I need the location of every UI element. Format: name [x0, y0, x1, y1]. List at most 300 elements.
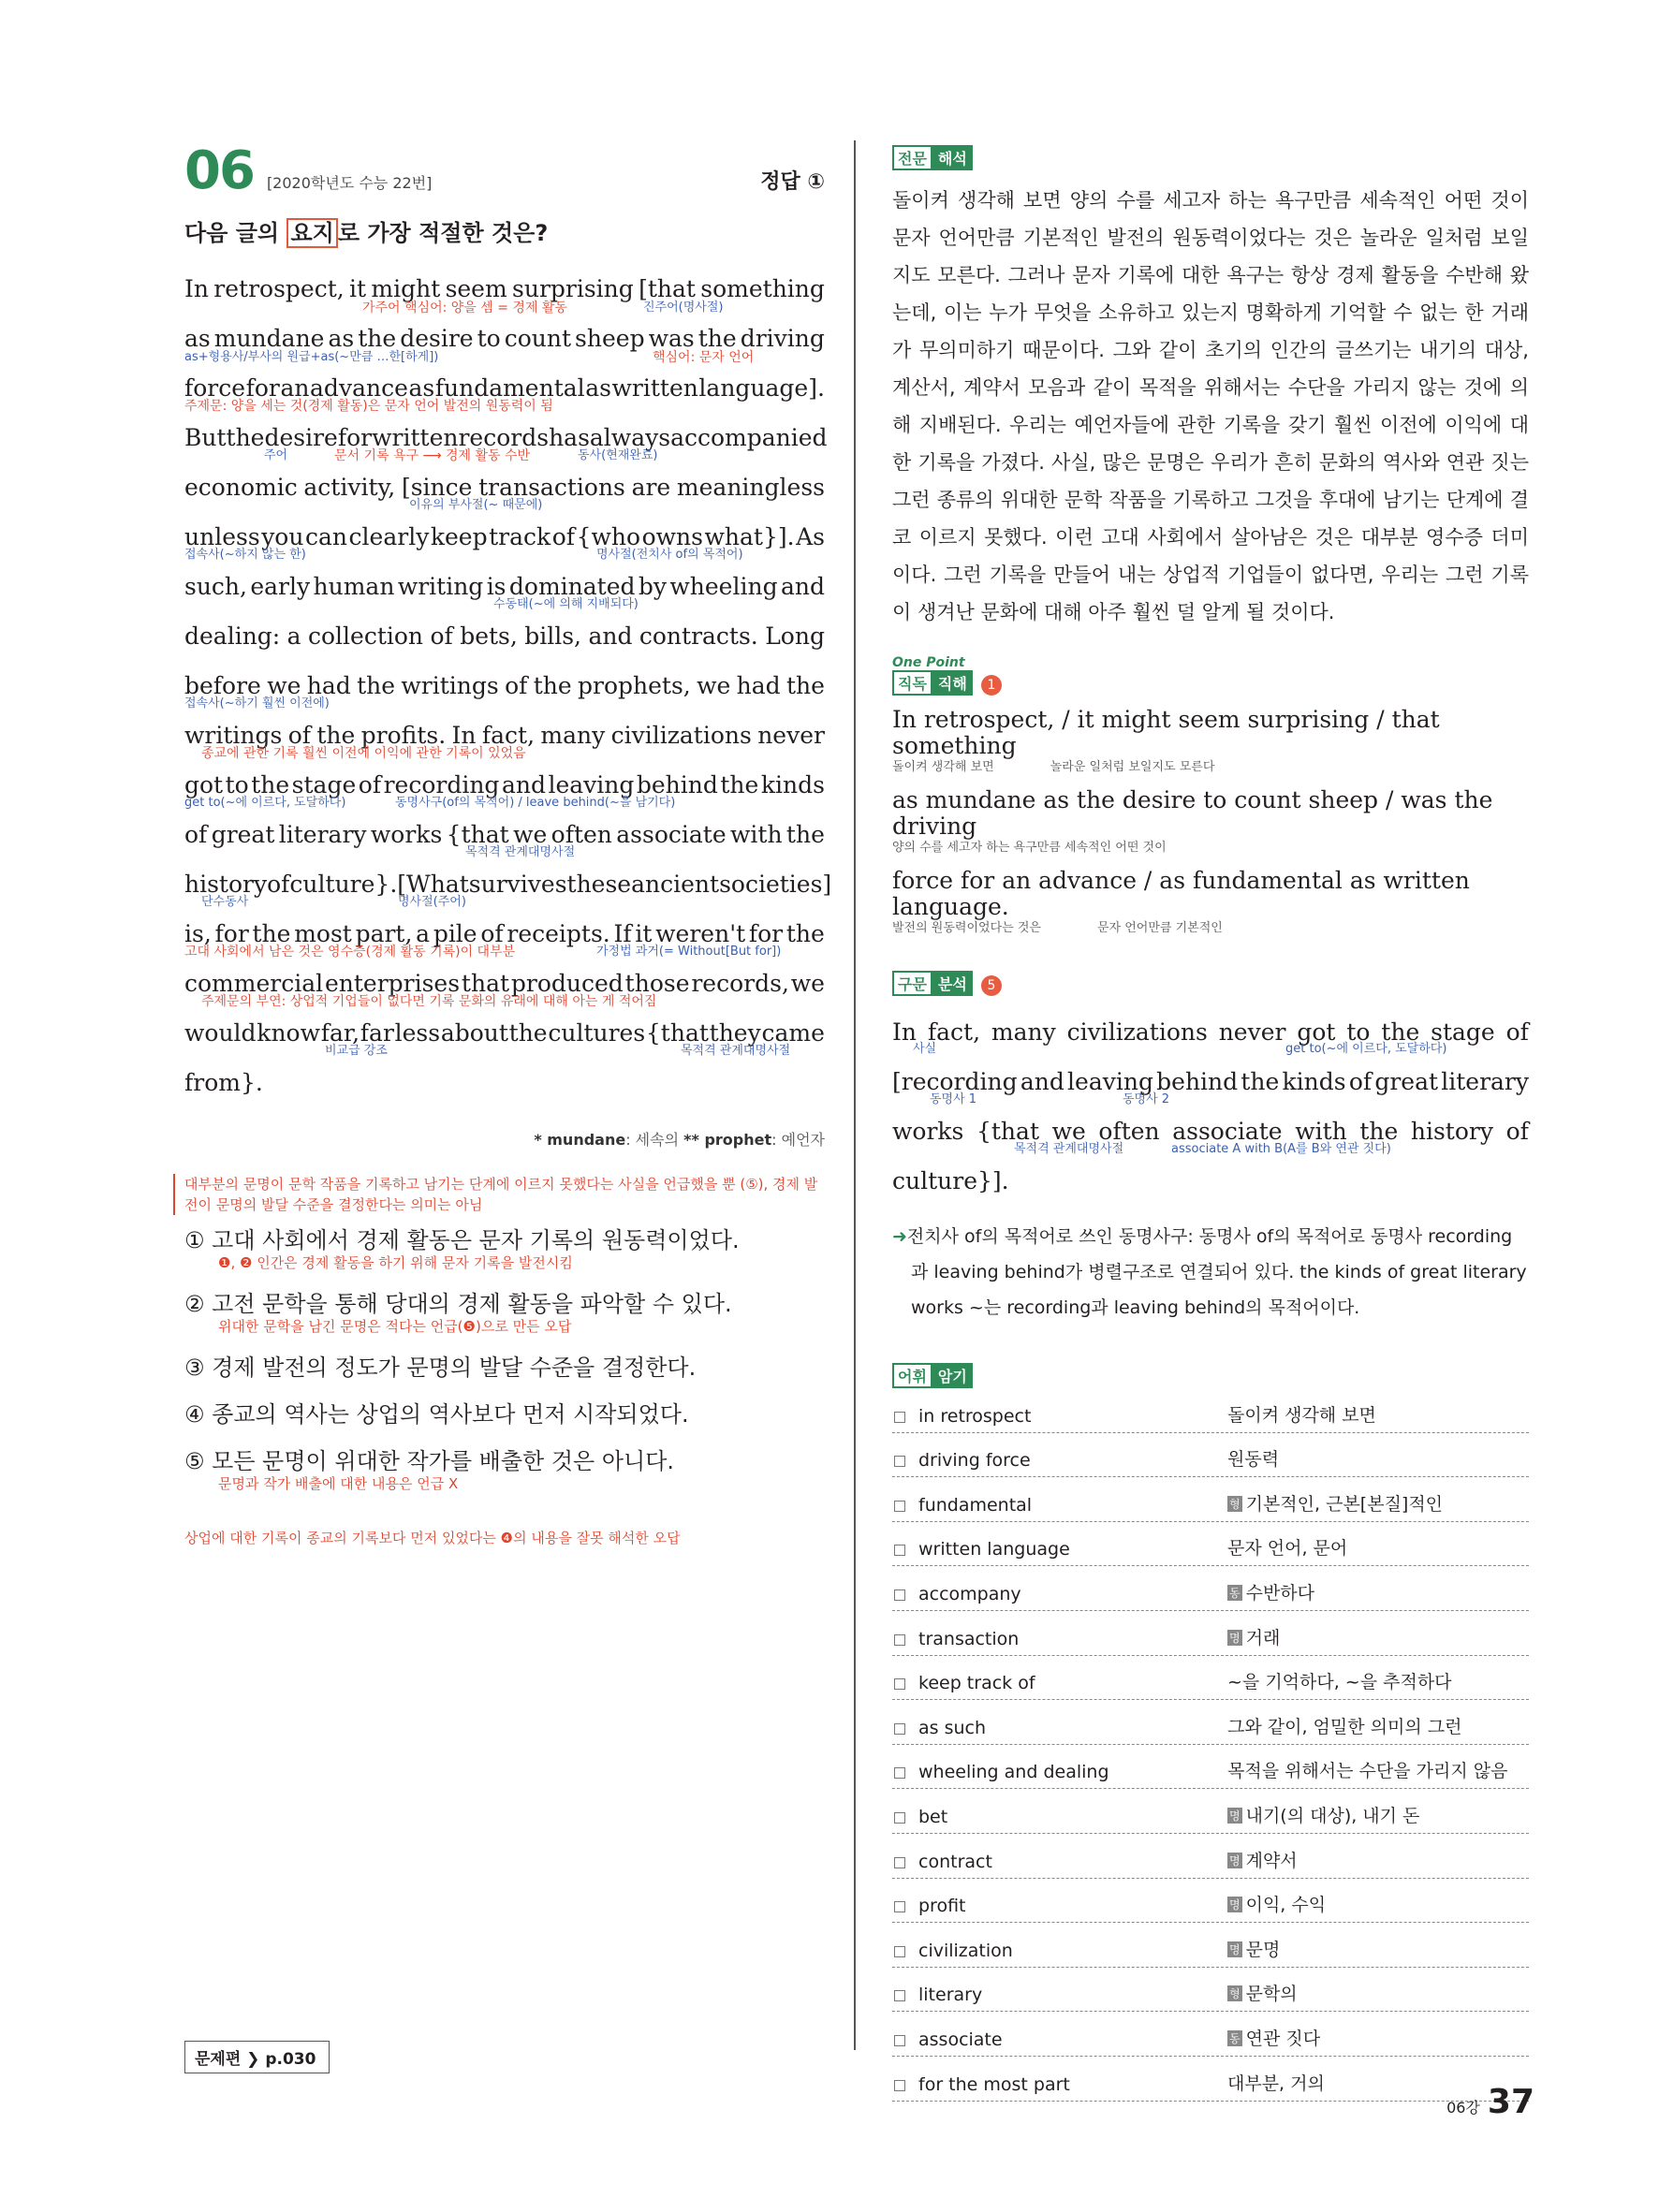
- structure-word: In: [892, 1018, 917, 1046]
- direct-reading-line: [892, 707, 1529, 776]
- passage-annotation: 단수동사: [201, 895, 249, 909]
- vocab-row: [892, 2012, 1529, 2057]
- passage-word: is,: [184, 920, 212, 947]
- option-note: 문명과 작가 배출에 대한 내용은 언급 X: [218, 1475, 459, 1492]
- structure-word: many: [991, 1018, 1056, 1046]
- passage-word: less: [394, 1019, 441, 1047]
- passage-word: we: [790, 970, 825, 997]
- passage-word: the: [697, 325, 737, 352]
- passage-word: can: [305, 523, 348, 550]
- vocab-checkbox[interactable]: [894, 2080, 905, 2091]
- answer-option[interactable]: [184, 1400, 825, 1428]
- passage-word: for: [337, 424, 373, 451]
- passage-annotation: 주제문의 부연: 상업적 기업들이 없다면 기록 문화의 유래에 대해 아는 게 적어짐: [201, 994, 657, 1009]
- vocab-meaning: 문자 언어, 문어: [1227, 1538, 1348, 1560]
- passage-word: transactions: [478, 474, 625, 501]
- passage-word: are: [631, 474, 671, 501]
- comment-bottom: 상업에 대한 기록이 종교의 기록보다 먼저 있었다는 ❹의 내용을 잘못 해석한 오답: [184, 1530, 681, 1546]
- passage: [184, 264, 832, 1107]
- direct-english: force for an advance / as fundamental as written language.: [892, 867, 1470, 920]
- vocab-checkbox[interactable]: [894, 1990, 905, 2001]
- question-source: [2020학년도 수능 22번]: [266, 174, 433, 192]
- passage-word: got: [184, 771, 224, 798]
- vocab-checkbox[interactable]: [894, 1456, 905, 1467]
- passage-word: the: [251, 771, 290, 798]
- part-of-speech-badge: 명: [1229, 1898, 1241, 1912]
- comment-top: 대부분의 문명이 문학 작품을 기록하고 남기는 단계에 이르지 못했다는 사실을 언급했을 뿐 (⑤), 경제 발전이 문명의 발달 수준을 결정한다는 의미는 아님: [173, 1174, 825, 1215]
- structure-word: associate: [1172, 1118, 1283, 1145]
- passage-word: societies]: [719, 871, 832, 898]
- one-point-label: One Point: [892, 655, 965, 670]
- passage-word: meaningless: [676, 474, 825, 501]
- direct-korean: [892, 840, 1529, 857]
- direct-gloss: 돌이켜 생각해 보면: [892, 760, 994, 774]
- vocab-term: fundamental: [918, 1494, 1033, 1516]
- passage-word: retrospect,: [213, 275, 345, 302]
- vocab-checkbox[interactable]: [894, 1678, 905, 1690]
- vocab-checkbox[interactable]: [894, 1946, 905, 1957]
- passage-word: most: [294, 920, 352, 947]
- passage-word: we: [267, 672, 301, 699]
- vocab-row: [892, 1879, 1529, 1924]
- structure-word: [recording: [892, 1068, 1018, 1095]
- passage-word: they: [709, 1019, 761, 1047]
- passage-word: associate: [616, 821, 727, 848]
- passage-word: always: [589, 424, 671, 451]
- direct-english: as mundane as the desire to count sheep / was the driving: [892, 786, 1493, 840]
- structure-line: [892, 1156, 1529, 1206]
- passage-word: records,: [691, 970, 789, 997]
- page-number: 06강 37: [1446, 2083, 1534, 2121]
- direct-gloss: 문자 언어만큼 기본적인: [1096, 921, 1223, 935]
- structure-word: stage: [1431, 1018, 1495, 1046]
- vocab-row: [892, 1388, 1529, 1433]
- vocab-checkbox[interactable]: [894, 1857, 905, 1868]
- part-of-speech-badge: 명: [1229, 1631, 1241, 1645]
- vocab-row: [892, 1789, 1529, 1834]
- option-text: ① 고대 사회에서 경제 활동은 문자 기록의 원동력이었다.: [184, 1227, 740, 1253]
- passage-annotation: 접속사(~하기 훨씬 이전에): [184, 696, 330, 710]
- answer-option[interactable]: [184, 1447, 825, 1492]
- passage-word: seem: [445, 275, 507, 302]
- vocab-term: keep track of: [918, 1673, 1035, 1694]
- passage-word: contracts.: [639, 623, 758, 650]
- passage-word: records: [458, 424, 550, 451]
- structure-word: the: [1359, 1118, 1399, 1145]
- part-of-speech-badge: 동: [1229, 1586, 1241, 1600]
- passage-word: {that: [446, 821, 509, 848]
- passage-word: many: [540, 722, 606, 749]
- passage-line: [184, 1058, 825, 1107]
- passage-word: as: [408, 374, 435, 402]
- part-of-speech-badge: 동: [1229, 2031, 1241, 2045]
- passage-annotation: 비교급 강조: [325, 1044, 388, 1058]
- structure-word: often: [1098, 1118, 1160, 1145]
- passage-word: works: [370, 821, 443, 848]
- vocab-checkbox[interactable]: [894, 1723, 905, 1735]
- passage-word: [What: [397, 871, 469, 898]
- passage-word: ancient: [631, 871, 720, 898]
- direct-gloss: 발전의 원동력이었다는 것은: [892, 921, 1041, 935]
- vocab-row: [892, 1834, 1529, 1879]
- passage-word: never: [757, 722, 825, 749]
- passage-word: track: [489, 523, 551, 550]
- passage-word: and: [501, 771, 546, 798]
- struct-note-3: 동명사 1: [930, 1092, 977, 1106]
- passage-word: these: [566, 871, 632, 898]
- vocab-checkbox[interactable]: [894, 2035, 905, 2046]
- passage-word: bills,: [524, 623, 582, 650]
- column-divider: [854, 140, 856, 2050]
- passage-word: leaving: [548, 771, 635, 798]
- structure-word: culture}].: [892, 1167, 1009, 1194]
- passage-word: writing: [397, 573, 484, 600]
- structure-word: got: [1297, 1018, 1336, 1046]
- vocab-term: wheeling and dealing: [918, 1762, 1109, 1783]
- passage-annotation: 종교에 관한 기록 훨씬 이전에 이익에 관한 기록이 있었음: [201, 746, 526, 761]
- passage-word: {who: [576, 523, 641, 550]
- vocab-meaning: 명 문명: [1229, 1939, 1281, 1960]
- passage-word: came: [761, 1019, 825, 1047]
- passage-word: such,: [184, 573, 247, 600]
- passage-word: a: [286, 623, 301, 650]
- option-text: ⑤ 모든 문명이 위대한 작가를 배출한 것은 아니다.: [184, 1448, 675, 1474]
- passage-word: we: [513, 821, 548, 848]
- passage-word: the: [357, 672, 396, 699]
- vocab-meaning: 동 수반하다: [1229, 1582, 1315, 1604]
- vocab-list: [892, 1388, 1529, 2102]
- structure-word: and: [1020, 1068, 1064, 1095]
- structure-word: the: [1381, 1018, 1420, 1046]
- passage-word: dealing:: [184, 623, 281, 650]
- passage-word: early: [250, 573, 311, 600]
- passage-word: know: [257, 1019, 320, 1047]
- vocab-meaning: 명 계약서: [1229, 1850, 1298, 1871]
- structure-word: of: [1505, 1018, 1529, 1046]
- passage-word: of: [267, 871, 290, 898]
- option-note: ❶, ❷ 인간은 경제 활동을 하기 위해 문자 기록을 발전시킴: [218, 1254, 573, 1271]
- passage-word: receipts.: [507, 920, 610, 947]
- passage-word: clearly: [348, 523, 430, 550]
- passage-word: prophets,: [578, 672, 691, 699]
- passage-word: unless: [184, 523, 260, 550]
- structure-word: the: [1241, 1068, 1280, 1095]
- passage-annotation: 고대 사회에서 남은 것은 영수증(경제 활동 기록)이 대부분: [184, 945, 516, 960]
- structure-word: we: [1051, 1118, 1086, 1145]
- passage-word: what}].: [704, 523, 795, 550]
- passage-word: as: [585, 374, 611, 402]
- question-header: [184, 140, 825, 201]
- passage-word: {that: [645, 1019, 709, 1047]
- passage-annotation: 동사(현재완료): [578, 448, 658, 462]
- answer-options: [184, 1226, 825, 1492]
- passage-word: profits.: [360, 722, 447, 749]
- passage-word: the: [358, 325, 397, 352]
- struct-note-6: associate A with B(A를 B와 연관 짓다): [1171, 1142, 1391, 1156]
- vocab-checkbox[interactable]: [894, 1545, 905, 1556]
- structure-explanation: ➜전치사 of의 목적어로 쓰인 동명사구: 동명사 of의 목적어로 동명사 recording과 leaving behind가 병렬구조로 연결되어 있다. the kinds of great literary works ~는 recording과 leaving behind의 목적어이다.: [892, 1226, 1527, 1318]
- passage-word: language].: [698, 374, 825, 402]
- vocab-meaning: 대부분, 거의: [1227, 2073, 1325, 2094]
- vocab-meaning: ~을 기억하다, ~을 추적하다: [1227, 1672, 1452, 1693]
- passage-word: [since: [401, 474, 473, 501]
- passage-word: as: [328, 325, 355, 352]
- struct-note-5: 목적격 관계대명사절: [1014, 1142, 1124, 1156]
- passage-word: written: [611, 374, 698, 402]
- translation-label: 전문 해석: [892, 145, 1529, 170]
- passage-word: the: [786, 672, 825, 699]
- passage-word: had: [306, 672, 351, 699]
- option-text: ④ 종교의 역사는 상업의 역사보다 먼저 시작되었다.: [184, 1401, 689, 1428]
- vocab-meaning: 동 연관 짓다: [1229, 2028, 1321, 2049]
- part-of-speech-badge: 형: [1229, 1497, 1241, 1511]
- passage-annotation: 수동태(~에 의해 지배되다): [493, 597, 639, 611]
- passage-word: economic: [184, 474, 298, 501]
- part-of-speech-badge: 명: [1229, 1809, 1241, 1823]
- struct-note-1: 사실: [913, 1042, 937, 1056]
- part-of-speech-badge: 명: [1229, 1942, 1241, 1956]
- passage-word: dominated: [508, 573, 636, 600]
- passage-word: might: [371, 275, 441, 302]
- passage-annotation: 동명사구(of의 목적어) / leave behind(~을 남기다): [395, 796, 676, 810]
- vocab-row: [892, 1522, 1529, 1567]
- passage-annotation: 문서 기록 욕구 ⟶ 경제 활동 수반: [334, 448, 531, 463]
- vocab-meaning: 형 기본적인, 근본[본질]적인: [1229, 1493, 1444, 1515]
- passage-word: of: [480, 920, 504, 947]
- passage-word: force: [184, 374, 246, 402]
- direct-reading-line: [892, 868, 1529, 937]
- direct-gloss: 양의 수를 세고자 하는 욕구만큼 세속적인 어떤 것이: [892, 841, 1167, 855]
- direct-reading: [892, 707, 1529, 937]
- passage-word: produced: [510, 970, 624, 997]
- passage-word: those: [624, 970, 690, 997]
- structure-word: leaving: [1067, 1068, 1153, 1095]
- direct-reading-number: 1: [981, 675, 1002, 696]
- vocab-row: [892, 1656, 1529, 1701]
- passage-annotation: 가정법 과거(= Without[But for]): [596, 945, 782, 959]
- vocab-meaning: 원동력: [1227, 1449, 1280, 1471]
- passage-word: the: [785, 821, 825, 848]
- vocab-row: [892, 1477, 1529, 1522]
- passage-word: Long: [765, 623, 825, 650]
- direct-reading-label: 직독 직해 1: [892, 670, 1529, 696]
- passage-word: of: [430, 623, 453, 650]
- passage-word: civilizations: [610, 722, 752, 749]
- struct-note-4: 동명사 2: [1123, 1092, 1170, 1106]
- passage-word: pile: [433, 920, 477, 947]
- structure-word: {that: [976, 1118, 1039, 1145]
- part-of-speech-badge: 형: [1229, 1987, 1241, 2001]
- passage-word: written: [372, 424, 459, 451]
- vocabulary-section: [892, 1363, 1529, 2102]
- passage-word: it: [635, 920, 653, 947]
- vocab-meaning: 그와 같이, 엄밀한 의미의 그런: [1227, 1716, 1462, 1737]
- passage-word: of: [184, 821, 208, 848]
- passage-word: to: [225, 771, 249, 798]
- passage-word: of: [551, 523, 576, 550]
- vocab-row: [892, 1923, 1529, 1968]
- vocab-term: transaction: [918, 1628, 1020, 1649]
- passage-word: would: [184, 1019, 257, 1047]
- passage-word: far: [360, 1019, 394, 1047]
- passage-word: part,: [355, 920, 413, 947]
- passage-word: something: [700, 275, 825, 302]
- passage-word: with: [730, 821, 783, 848]
- vocab-term: associate: [918, 2029, 1003, 2050]
- passage-word: weren't: [655, 920, 746, 947]
- passage-word: far,: [320, 1019, 360, 1047]
- structure-word: works: [892, 1118, 964, 1145]
- answer-label: 정답 ①: [760, 170, 825, 194]
- answer-option[interactable]: [184, 1290, 825, 1335]
- passage-annotation: 주어: [264, 448, 288, 462]
- structure-analysis: [892, 1007, 1529, 1206]
- passage-word: it: [349, 275, 367, 302]
- passage-word: the: [508, 1019, 548, 1047]
- passage-word: the: [533, 672, 572, 699]
- answer-option[interactable]: [184, 1354, 825, 1382]
- direct-reading-line: [892, 787, 1529, 857]
- passage-word: to: [477, 325, 501, 352]
- vocab-meaning: 명 이익, 수익: [1229, 1895, 1327, 1916]
- vocab-term: written language: [918, 1539, 1070, 1560]
- vocab-row: [892, 1745, 1529, 1790]
- question-prompt: 다음 글의 요지 로 가장 적절한 것은?: [184, 220, 549, 246]
- passage-word: the: [316, 722, 356, 749]
- passage-annotation: as+형용사/부사의 원급+as(~만큼 …한[하게]): [184, 350, 439, 364]
- vocab-checkbox[interactable]: [894, 1812, 905, 1824]
- passage-word: of: [505, 672, 528, 699]
- passage-word: keep: [430, 523, 488, 550]
- vocab-checkbox[interactable]: [894, 1634, 905, 1646]
- passage-word: as: [184, 325, 211, 352]
- structure-word: never: [1218, 1018, 1286, 1046]
- passage-annotation: 접속사(~하지 않는 한): [184, 548, 306, 562]
- passage-word: we: [697, 672, 731, 699]
- passage-word: by: [638, 573, 668, 600]
- part-of-speech-badge: 명: [1229, 1853, 1241, 1868]
- passage-word: before: [184, 672, 261, 699]
- passage-word: survives: [468, 871, 567, 898]
- vocab-meaning: 형 문학의: [1229, 1984, 1298, 2005]
- structure-word: literary: [1441, 1068, 1529, 1095]
- option-note: 위대한 문학을 남긴 문명은 적다는 언급(❺)으로 만든 오답: [218, 1318, 572, 1335]
- passage-word: collection: [307, 623, 424, 650]
- passage-word: But: [184, 424, 227, 451]
- passage-word: If: [613, 920, 632, 947]
- passage-line: [184, 611, 825, 661]
- passage-word: was: [648, 325, 695, 352]
- passage-word: [that: [639, 275, 696, 302]
- vocab-row: [892, 1611, 1529, 1656]
- vocab-term: for the most part: [918, 2073, 1070, 2095]
- passage-word: for: [748, 920, 784, 947]
- passage-annotation: 목적격 관계대명사절: [465, 845, 576, 859]
- passage-word: fact,: [481, 722, 536, 749]
- question-number: 06: [184, 140, 254, 201]
- passage-word: bets,: [460, 623, 518, 650]
- direct-gloss: 놀라운 일처럼 보일지도 모른다: [1050, 760, 1215, 774]
- passage-word: recording: [383, 771, 500, 798]
- translation-text: 돌이켜 생각해 보면 양의 수를 세고자 하는 욕구만큼 세속적인 어떤 것이 문자 언어만큼 기본적인 발전의 원동력이었다는 것은 놀라운 일처럼 보일지도 모른다. 그러나 문자 기록에 대한 욕구는 항상 경제 활동을 수반해 왔는데, 이는 누가 무엇을 소유하고 있는지 명확하게 기억할 수 없는 한 거래가 무의미하기 때문이다. 그와 같이 초기의 인간의 글쓰기는 내기의 대상, 계산서, 계약서 모음과 같이 목적을 위해서는 수단을 가리지 않는 것에 의해 지배된다. 우리는 예언자들에 관한 기록을 갖기 훨씬 이전에 이익에 대한 기록을 가졌다. 사실, 많은 문명은 우리가 흔히 문화의 역사와 연관 짓는 그런 종류의 위대한 문학 작품을 기록하고 그것을 후대에 남기는 단계에 결코 이르지 못했다. 이런 고대 사회에서 살아남은 것은 대부분 영수증 더미이다. 그런 기록을 만들어 내는 상업적 기업들이 없다면, 우리는 그런 기록이 생겨난 문화에 대해 아주 훨씬 덜 알게 될 것이다.: [892, 189, 1529, 623]
- direct-korean: [892, 759, 1529, 776]
- passage-word: desire: [264, 424, 338, 451]
- passage-word: human: [313, 573, 395, 600]
- vocab-term: literary: [918, 1985, 983, 2006]
- passage-word: a: [416, 920, 431, 947]
- vocab-row: [892, 1566, 1529, 1611]
- passage-annotation: 명사절(주어): [398, 895, 466, 909]
- vocab-checkbox[interactable]: [894, 1767, 905, 1779]
- direct-english: In retrospect, / it might seem surprising / that something: [892, 706, 1440, 759]
- passage-word: for: [245, 374, 280, 402]
- passage-word: that: [461, 970, 510, 997]
- passage-word: desire: [400, 325, 474, 352]
- structure-word: of: [1348, 1068, 1373, 1095]
- passage-word: fundamental: [434, 374, 585, 402]
- option-text: ③ 경제 발전의 정도가 문명의 발달 수준을 결정한다.: [184, 1355, 697, 1381]
- passage-word: you: [261, 523, 304, 550]
- passage-word: culture}.: [289, 871, 398, 898]
- passage-word: often: [551, 821, 612, 848]
- structure-word: of: [1505, 1118, 1529, 1145]
- passage-word: the: [226, 424, 265, 451]
- passage-word: the: [252, 920, 291, 947]
- vocab-term: driving force: [918, 1450, 1031, 1472]
- vocab-checkbox[interactable]: [894, 1501, 905, 1512]
- passage-word: surprising: [512, 275, 634, 302]
- passage-word: owns: [641, 523, 703, 550]
- vocab-row: [892, 1433, 1529, 1478]
- vocab-checkbox[interactable]: [894, 1901, 905, 1912]
- structure-line: [892, 1057, 1529, 1106]
- passage-word: is: [486, 573, 507, 600]
- passage-word: activity,: [303, 474, 396, 501]
- explanation-column: [892, 145, 1529, 2102]
- passage-word: writings: [401, 672, 499, 699]
- direct-korean: [892, 920, 1529, 937]
- passage-word: has: [549, 424, 590, 451]
- passage-word: In: [184, 275, 209, 302]
- passage-word: great: [211, 821, 275, 848]
- vocab-meaning: 명 내기(의 대상), 내기 돈: [1229, 1805, 1420, 1826]
- vocab-term: civilization: [918, 1940, 1013, 1961]
- passage-word: literary: [278, 821, 367, 848]
- passage-word: In: [451, 722, 477, 749]
- vocab-checkbox[interactable]: [894, 1589, 905, 1601]
- passage-annotation: 주제문: 양을 세는 것(경제 활동)은 문자 언어 발전의 원동력이 됨: [184, 399, 553, 414]
- passage-annotation: 핵심어: 문자 언어: [653, 350, 755, 365]
- passage-word: stage: [291, 771, 357, 798]
- passage-word: and: [780, 573, 825, 600]
- vocab-row: [892, 1700, 1529, 1745]
- passage-word: of: [358, 771, 382, 798]
- structure-label: 구문 분석 5: [892, 971, 1529, 996]
- vocab-meaning: 목적을 위해서는 수단을 가리지 않음: [1227, 1761, 1508, 1782]
- passage-annotation: 가주어 핵심어: 양을 셈 = 경제 활동: [362, 300, 567, 315]
- passage-word: advance: [310, 374, 408, 402]
- vocab-checkbox[interactable]: [894, 1412, 905, 1423]
- vocab-meaning: 명 거래: [1229, 1627, 1281, 1648]
- vocab-row: [892, 1968, 1529, 2013]
- problem-page-link[interactable]: 문제편 ❯ p.030: [184, 2041, 330, 2073]
- passage-annotation: 명사절(전치사 of의 목적어): [596, 548, 743, 562]
- answer-option[interactable]: [184, 1226, 825, 1271]
- structure-word: kinds: [1282, 1068, 1346, 1095]
- passage-word: the: [720, 771, 759, 798]
- structure-word: to: [1346, 1018, 1371, 1046]
- vocab-term: as such: [918, 1717, 987, 1738]
